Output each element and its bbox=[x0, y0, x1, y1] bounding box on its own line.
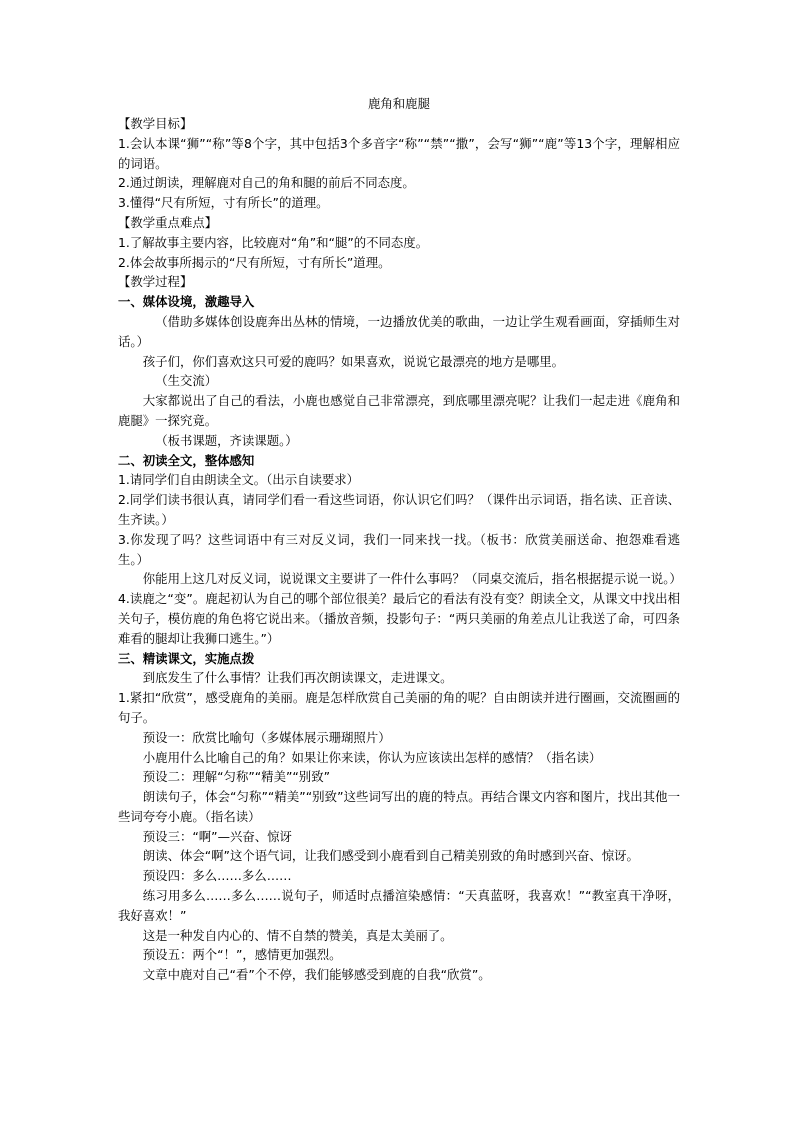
paragraph: 预设三：“啊”—兴奋、惊讶 bbox=[142, 828, 292, 844]
paragraph: 3.懂得“尺有所短，寸有所长”的道理。 bbox=[118, 195, 329, 211]
paragraph: （板书课题，齐读课题。） bbox=[155, 432, 298, 448]
paragraph: 预设五：两个“！”，感情更加强烈。 bbox=[142, 947, 342, 963]
paragraph: 练习用多么……多么……说句子，师适时点播渲染感情：“天真蓝呀，我喜欢！”“教室真干净呀，我好喜欢！” bbox=[118, 888, 680, 923]
paragraph: 2.通过朗读，理解鹿对自己的角和腿的前后不同态度。 bbox=[118, 175, 415, 191]
paragraph: 2.同学们读书很认真，请同学们看一看这些词语，你认识它们吗？（课件出示词语，指名读、正音读、生齐读。） bbox=[118, 492, 680, 527]
paragraph: 3.你发现了吗？这些词语中有三对反义词，我们一同来找一找。（板书：欣赏美丽送命、抱怨难看逃生。） bbox=[118, 531, 680, 567]
paragraph: 1.请同学们自由朗读全文。（出示自读要求） bbox=[118, 472, 360, 488]
paragraph: （生交流） bbox=[155, 373, 218, 389]
paragraph: 4.读鹿之“变”。鹿起初认为自己的哪个部位很美？最后它的看法有没有变？朗读全文，从课文中找出相关句子，模仿鹿的角色将它说出来。（播放音频，投影句子：“两只美丽的角差点儿让我送了命，可四条难看的腿却让我狮口逃生。”） bbox=[118, 591, 680, 646]
paragraph: 1.了解故事主要内容，比较鹿对“角”和“腿”的不同态度。 bbox=[118, 234, 429, 250]
paragraph: 孩子们，你们喜欢这只可爱的鹿吗？如果喜欢，说说它最漂亮的地方是哪里。 bbox=[142, 353, 565, 369]
paragraph: 1.紧扣“欣赏”，感受鹿角的美丽。鹿是怎样欣赏自己美丽的角的呢？自由朗读并进行圈画，交流圈画的句子。 bbox=[118, 690, 680, 725]
paragraph: 1.会认本课“狮”“称”等8个字，其中包括3个多音字“称”“禁”“撒”，会写“狮”“鹿”等13个字，理解相应的词语。 bbox=[118, 135, 680, 171]
document-title: 鹿角和鹿腿 bbox=[368, 96, 430, 111]
paragraph: 你能用上这几对反义词，说说课文主要讲了一件什么事吗？（同桌交流后，指名根据提示说一说。） bbox=[142, 571, 682, 587]
section-heading: 三、精读课文，实施点拨 bbox=[118, 650, 255, 666]
paragraph: 【教学重点难点】 bbox=[118, 214, 218, 230]
paragraph: 大家都说出了自己的看法，小鹿也感觉自己非常漂亮，到底哪里漂亮呢？让我们一起走进《鹿角和鹿腿》一探究竟。 bbox=[118, 393, 680, 428]
paragraph: 这是一种发自内心的、情不自禁的赞美，真是太美丽了。 bbox=[142, 927, 453, 943]
paragraph: 预设二：理解“匀称”“精美”“别致” bbox=[142, 769, 330, 785]
paragraph: 2.体会故事所揭示的“尺有所短，寸有所长”道理。 bbox=[118, 254, 391, 270]
document-body bbox=[118, 114, 680, 985]
paragraph: 预设四：多么……多么…… bbox=[142, 868, 292, 884]
document-page bbox=[118, 94, 680, 985]
paragraph: 小鹿用什么比喻自己的角？如果让你来读，你认为应该读出怎样的感情？（指名读） bbox=[142, 749, 602, 765]
paragraph: 到底发生了什么事情？让我们再次朗读课文，走进课文。 bbox=[142, 670, 453, 686]
paragraph: 文章中鹿对自己“看”个不停，我们能够感受到鹿的自我“欣赏”。 bbox=[142, 967, 491, 983]
paragraph: （借助多媒体创设鹿奔出丛林的情境，一边播放优美的歌曲，一边让学生观看画面，穿插师生对话。） bbox=[118, 313, 680, 349]
paragraph: 预设一：欣赏比喻句（多媒体展示珊瑚照片） bbox=[142, 729, 391, 745]
paragraph: 朗读句子，体会“匀称”“精美”“别致”这些词写出的鹿的特点。再结合课文内容和图片，找出其他一些词夸夸小鹿。（指名读） bbox=[118, 789, 680, 824]
section-heading: 一、媒体设境，激趣导入 bbox=[118, 294, 255, 310]
paragraph: 【教学过程】 bbox=[118, 274, 193, 290]
paragraph: 朗读、体会“啊”这个语气词，让我们感受到小鹿看到自己精美别致的角时感到兴奋、惊讶。 bbox=[142, 848, 639, 864]
section-heading: 二、初读全文，整体感知 bbox=[118, 452, 255, 468]
paragraph: 【教学目标】 bbox=[118, 116, 193, 131]
